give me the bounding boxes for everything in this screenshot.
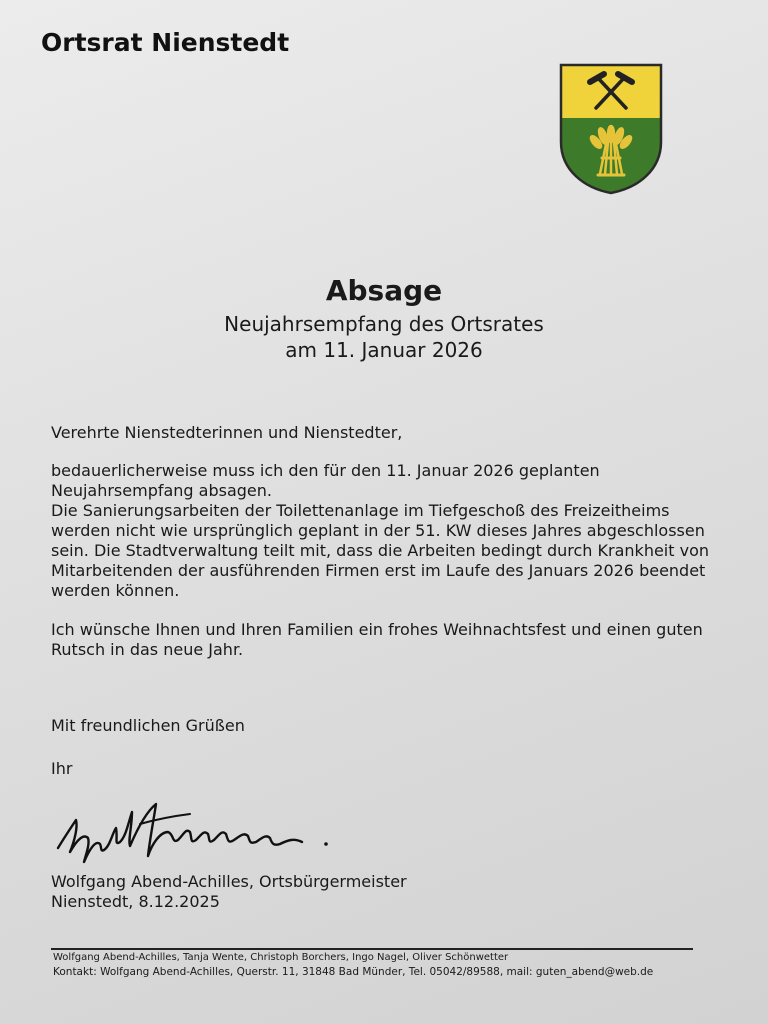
document-title: Absage — [325, 274, 443, 307]
footer-contact: Kontakt: Wolfgang Abend-Achilles, Querstr. 11, 31848 Bad Münder, Tel. 05042/89588, mail: guten_abend@web.de — [53, 966, 654, 978]
coat-of-arms — [558, 62, 664, 196]
body-paragraph-2: Ich wünsche Ihnen und Ihren Familien ein frohes Weihnachtsfest und einen guten Rutsch in das neue Jahr. — [51, 620, 703, 659]
subtitle-event: Neujahrsempfang des Ortsrates — [224, 312, 544, 336]
closing-formula: Mit freundlichen Grüßen — [51, 716, 245, 735]
body-paragraph-1: bedauerlicherweise muss ich den für den 11. Januar 2026 geplanten Neujahrsempfang absagen. Die Sanierungsarbeiten der Toilettenanlage im Tiefgeschoß des Freizeitheims werden nicht wie ursprünglich geplant in der 51. KW dieses Jahres abgeschlossen sein. Die Stadtverwaltung teilt mit, dass die Arbeiten bedingt durch Krankheit von Mitarbeitenden der ausführenden Firmen erst im Laufe des Januars 2026 beendet werden können. — [51, 461, 709, 600]
salutation: Verehrte Nienstedterinnen und Nienstedter, — [51, 423, 403, 442]
handwritten-signature — [54, 798, 344, 870]
footer-members: Wolfgang Abend-Achilles, Tanja Wente, Christoph Borchers, Ingo Nagel, Oliver Schönwetter — [53, 952, 509, 963]
closing-ihr: Ihr — [51, 759, 73, 778]
footer-divider — [51, 948, 693, 950]
signer-name: Wolfgang Abend-Achilles, Ortsbürgermeister — [51, 872, 407, 891]
place-date: Nienstedt, 8.12.2025 — [51, 892, 220, 911]
subtitle-date: am 11. Januar 2026 — [285, 338, 483, 362]
organization-title: Ortsrat Nienstedt — [41, 28, 290, 57]
